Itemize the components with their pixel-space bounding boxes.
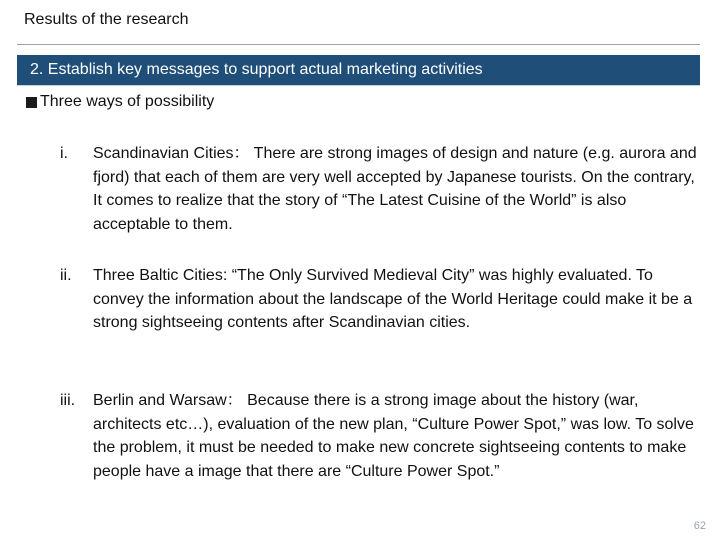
title-divider	[17, 44, 700, 45]
lead-text: Three ways of possibility	[40, 93, 215, 110]
item-numeral: ii.	[60, 267, 72, 284]
square-bullet-icon	[26, 97, 37, 108]
list-item	[60, 264, 700, 335]
list-item	[60, 142, 700, 236]
item-text: Scandinavian Cities： There are strong images of design and nature (e.g. aurora and fjord) that each of them are very well accepted by Japanese tourists. On the contrary, It comes to realize that the story of “The Latest Cuisine of the World” is also acceptable to them.	[93, 145, 697, 233]
page-title: Results of the research	[24, 11, 189, 28]
lead-line	[26, 92, 214, 112]
item-numeral: iii.	[60, 392, 76, 409]
item-numeral: i.	[60, 145, 68, 162]
list-item	[60, 389, 700, 483]
item-text: Three Baltic Cities: “The Only Survived Medieval City” was highly evaluated. To convey the information about the landscape of the World Heritage could make it be a strong sightseeing contents after Scandinavian cities.	[93, 267, 693, 331]
item-text: Berlin and Warsaw： Because there is a strong image about the history (war, architects etc…), evaluation of the new plan, “Culture Power Spot,” was low. To solve the problem, it must be needed to make new concrete sightseeing contents to make people have a image that there are “Culture Power Spot.”	[93, 392, 694, 480]
section-banner-text: 2. Establish key messages to support actual marketing activities	[30, 61, 483, 78]
page-number: 62	[693, 520, 706, 532]
section-banner	[17, 55, 700, 86]
